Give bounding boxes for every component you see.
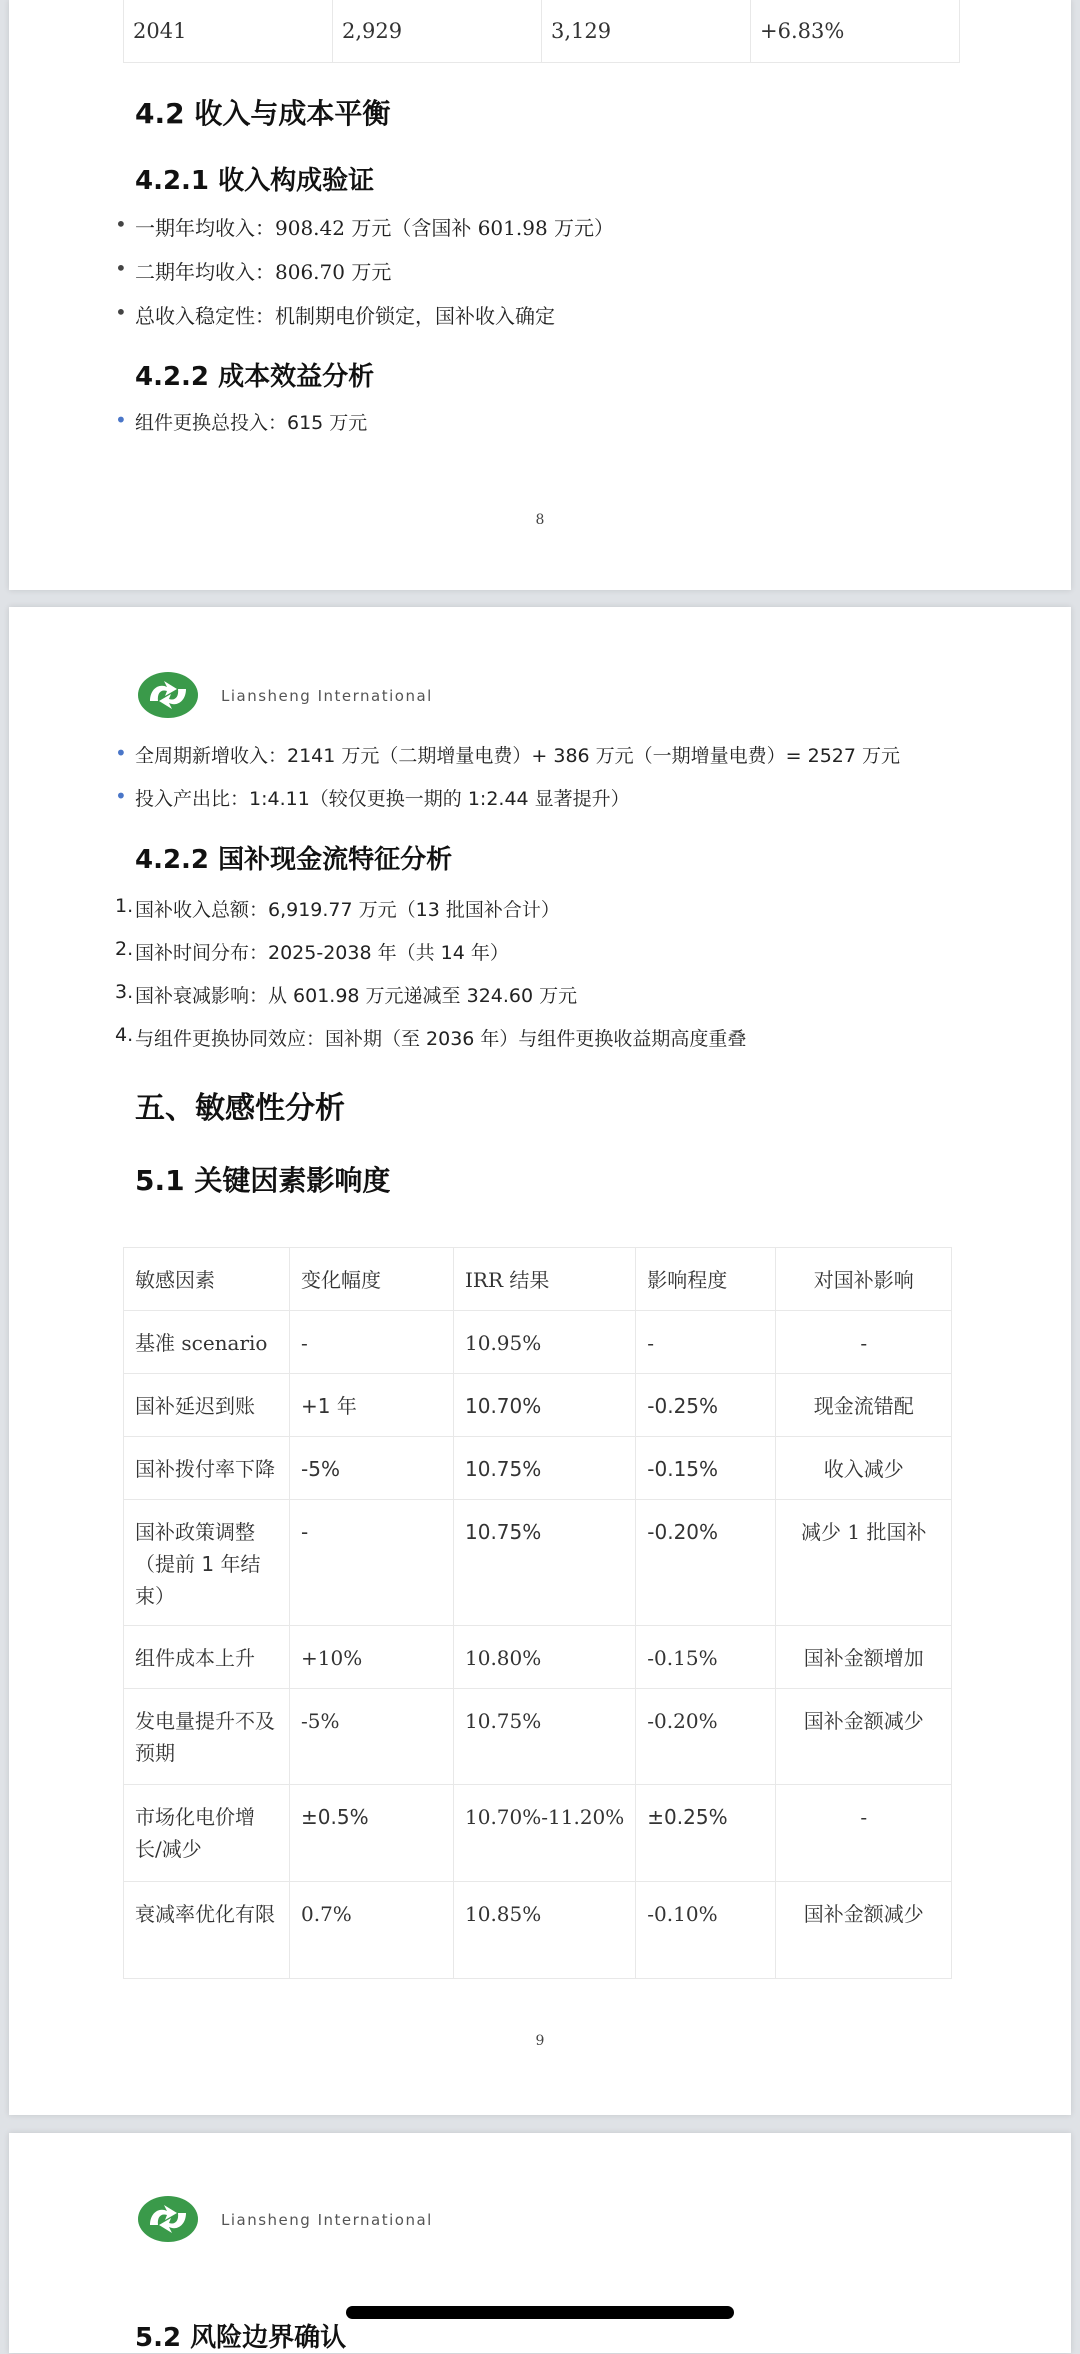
list-item	[115, 212, 615, 241]
table-cell: -0.15%	[636, 1437, 776, 1500]
list-item-text: 二期年均收入：806.70 万元	[135, 260, 392, 284]
table-cell: -	[290, 1500, 454, 1626]
list-item-text: 组件更换总投入：615 万元	[135, 412, 368, 434]
company-logo-icon	[137, 671, 199, 723]
table-cell: 基准 scenario	[124, 1311, 290, 1374]
table-row	[124, 1785, 952, 1882]
table-cell: +6.83%	[751, 0, 960, 63]
table-cell: -0.20%	[636, 1500, 776, 1626]
table-cell: -0.20%	[636, 1689, 776, 1785]
document-page-10	[9, 2133, 1071, 2353]
table-header-row	[124, 1248, 952, 1311]
table-cell: -5%	[290, 1437, 454, 1500]
list-item-text: 国补衰减影响：从 601.98 万元递减至 324.60 万元	[135, 985, 578, 1007]
data-table-fragment	[123, 0, 960, 63]
table-cell: 现金流错配	[776, 1374, 952, 1437]
list-item-text: 总收入稳定性：机制期电价锁定，国补收入确定	[135, 304, 555, 328]
page-number: 8	[535, 512, 545, 528]
table-cell: 0.7%	[290, 1882, 454, 1979]
list-item	[115, 408, 368, 435]
table-cell: +1 年	[290, 1374, 454, 1437]
bullet-icon: •	[115, 741, 127, 765]
table-cell: +10%	[290, 1626, 454, 1689]
list-number: 3.	[115, 981, 134, 1003]
table-cell: 收入减少	[776, 1437, 952, 1500]
page-number: 9	[535, 2033, 545, 2049]
table-cell: 国补延迟到账	[124, 1374, 290, 1437]
table-row	[124, 1437, 952, 1500]
table-cell: ±0.25%	[636, 1785, 776, 1882]
table-cell: 10.85%	[454, 1882, 636, 1979]
list-number: 2.	[115, 938, 134, 960]
list-item-text: 一期年均收入：908.42 万元（含国补 601.98 万元）	[135, 216, 615, 240]
table-cell: 10.75%	[454, 1689, 636, 1785]
document-page-8	[9, 0, 1071, 590]
list-number: 4.	[115, 1024, 134, 1046]
list-item	[115, 300, 555, 329]
list-item	[115, 1024, 747, 1051]
table-cell: 国补政策调整（提前 1 年结束）	[124, 1500, 290, 1626]
list-item-text: 国补收入总额：6,919.77 万元（13 批国补合计）	[135, 899, 560, 921]
section-heading: 5.1 关键因素影响度	[135, 1164, 391, 1197]
subsection-heading: 4.2.2 国补现金流特征分析	[135, 845, 453, 875]
company-logo-icon	[137, 2195, 199, 2247]
table-cell: -	[636, 1311, 776, 1374]
list-item	[115, 741, 901, 768]
table-cell: ±0.5%	[290, 1785, 454, 1882]
table-header-cell: 对国补影响	[776, 1248, 952, 1311]
bullet-icon: •	[115, 784, 127, 808]
table-cell: 国补金额减少	[776, 1689, 952, 1785]
document-page-9	[9, 607, 1071, 2115]
section-heading: 4.2 收入与成本平衡	[135, 97, 391, 130]
table-cell: 国补金额减少	[776, 1882, 952, 1979]
table-cell: -0.15%	[636, 1626, 776, 1689]
table-row	[124, 0, 960, 63]
chapter-heading: 五、敏感性分析	[135, 1091, 345, 1126]
list-item	[115, 784, 630, 811]
table-cell: 减少 1 批国补	[776, 1500, 952, 1626]
table-header-cell: 影响程度	[636, 1248, 776, 1311]
list-item	[115, 981, 578, 1008]
table-cell: -5%	[290, 1689, 454, 1785]
list-number: 1.	[115, 895, 134, 917]
table-cell: 10.95%	[454, 1311, 636, 1374]
table-header-cell: 变化幅度	[290, 1248, 454, 1311]
company-name: Liansheng International	[221, 687, 433, 705]
list-item	[115, 256, 392, 285]
list-item-text: 与组件更换协同效应：国补期（至 2036 年）与组件更换收益期高度重叠	[135, 1028, 747, 1050]
table-row	[124, 1626, 952, 1689]
table-row	[124, 1689, 952, 1785]
list-item	[115, 895, 560, 922]
company-name: Liansheng International	[221, 2211, 433, 2229]
table-row	[124, 1374, 952, 1437]
table-cell: 10.70%	[454, 1374, 636, 1437]
list-item	[115, 938, 509, 965]
list-item-text: 投入产出比：1:4.11（较仅更换一期的 1:2.44 显著提升）	[135, 788, 630, 810]
table-cell: 3,129	[542, 0, 751, 63]
table-cell: -	[776, 1785, 952, 1882]
list-item-text: 全周期新增收入：2141 万元（二期增量电费）+ 386 万元（一期增量电费）= 2527 万元	[135, 745, 901, 767]
table-row	[124, 1311, 952, 1374]
bullet-icon: •	[115, 408, 127, 432]
table-cell: 发电量提升不及预期	[124, 1689, 290, 1785]
table-cell: 组件成本上升	[124, 1626, 290, 1689]
bullet-icon: •	[115, 300, 127, 324]
home-indicator[interactable]	[346, 2306, 734, 2319]
table-cell: 衰减率优化有限	[124, 1882, 290, 1979]
table-cell: 10.70%-11.20%	[454, 1785, 636, 1882]
table-row	[124, 1500, 952, 1626]
bullet-icon: •	[115, 256, 127, 280]
table-cell: 2,929	[333, 0, 542, 63]
table-cell: -	[290, 1311, 454, 1374]
table-cell: 国补拨付率下降	[124, 1437, 290, 1500]
table-cell: 市场化电价增长/减少	[124, 1785, 290, 1882]
bullet-icon: •	[115, 212, 127, 236]
table-cell: -0.25%	[636, 1374, 776, 1437]
table-cell: -0.10%	[636, 1882, 776, 1979]
table-cell: 2041	[124, 0, 333, 63]
table-cell: -	[776, 1311, 952, 1374]
table-row	[124, 1882, 952, 1979]
list-item-text: 国补时间分布：2025-2038 年（共 14 年）	[135, 942, 509, 964]
section-heading: 5.2 风险边界确认	[135, 2323, 347, 2353]
subsection-heading: 4.2.2 成本效益分析	[135, 362, 375, 392]
table-header-cell: IRR 结果	[454, 1248, 636, 1311]
table-cell: 10.75%	[454, 1500, 636, 1626]
table-cell: 国补金额增加	[776, 1626, 952, 1689]
table-cell: 10.80%	[454, 1626, 636, 1689]
table-header-cell: 敏感因素	[124, 1248, 290, 1311]
table-cell: 10.75%	[454, 1437, 636, 1500]
subsection-heading: 4.2.1 收入构成验证	[135, 166, 375, 196]
sensitivity-table	[123, 1247, 952, 1979]
